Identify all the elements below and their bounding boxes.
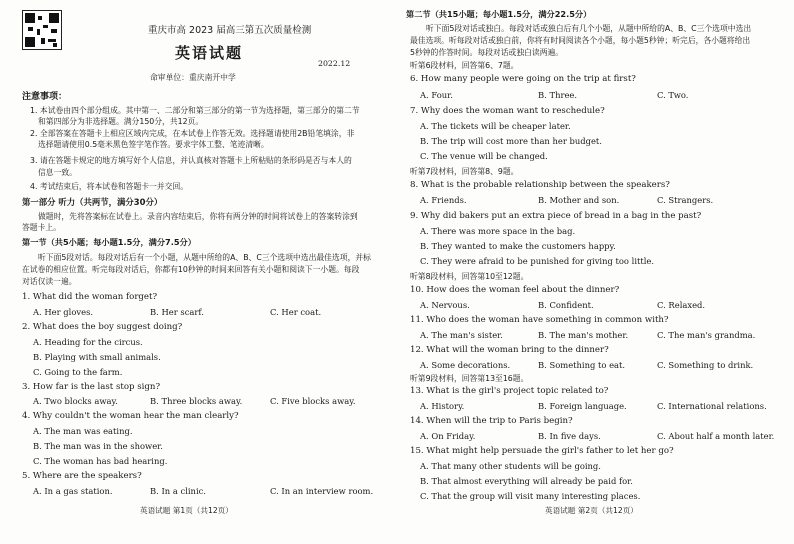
question-stem: 12. What will the woman bring to the dinner? — [410, 345, 609, 355]
question-stem: 3. How far is the last stop sign? — [22, 382, 161, 392]
answer-option: B. They wanted to make the customers happy. — [420, 241, 616, 251]
answer-option: A. Heading for the circus. — [33, 337, 143, 347]
part1-title: 第一部分 听力（共两节，满分30分） — [22, 197, 163, 207]
answer-option: C. The woman has bad hearing. — [33, 456, 168, 466]
answer-option: B. Three blocks away. — [150, 396, 243, 406]
answer-option: C. The venue will be changed. — [420, 151, 548, 161]
answer-option: C. In an interview room. — [270, 486, 374, 496]
notice-title: 注意事项： — [22, 92, 68, 102]
answer-option: A. History. — [420, 401, 465, 411]
notice-line: 选择题请使用0.5毫米黑色签字笔作答。要求字体工整、笔迹清晰。 — [38, 140, 269, 149]
answer-option: C. They were afraid to be punished for giving too little. — [420, 256, 655, 266]
answer-option: C. That the group will visit many interesting places. — [420, 491, 641, 501]
answer-option: B. Mother and son. — [538, 195, 620, 205]
qr-code-icon — [22, 10, 62, 50]
exam-date: 2022.12 — [318, 59, 351, 68]
answer-option: A. The tickets will be cheaper later. — [420, 121, 571, 131]
question-stem: 13. What is the girl's project topic related to? — [410, 386, 609, 396]
answer-option: C. Something to drink. — [657, 360, 754, 370]
answer-option: B. The man was in the shower. — [33, 441, 163, 451]
answer-option: A. In a gas station. — [33, 486, 113, 496]
notice-line: 1. 本试卷由四个部分组成。其中第一、二部分和第三部分的第一节为选择题，第三部分的第二节 — [30, 106, 360, 115]
question-stem: 4. Why couldn't the woman hear the man clearly? — [22, 411, 239, 421]
section2-instruction: 最佳选项。听每段对话或独白前，你将有时间阅读各个小题，每小题5秒钟；听完后，各小题将给出 — [410, 36, 751, 45]
section1-instruction: 听下面5段对话。每段对话后有一个小题，从题中所给的A、B、C三个选项中选出最佳选项，并标 — [38, 253, 371, 262]
section2-instruction: 听下面5段对话或独白。每段对话或独白后有几个小题，从题中所给的A、B、C三个选项中选出 — [426, 24, 752, 33]
section1-instruction: 对话仅读一遍。 — [22, 277, 77, 286]
answer-option: B. That almost everything will already be paid for. — [420, 476, 633, 486]
section2-instruction: 5秒钟的作答时间。每段对话或独白读两遍。 — [410, 48, 564, 57]
question-stem: 14. When will the trip to Paris begin? — [410, 416, 573, 426]
question-stem: 9. Why did bakers put an extra piece of bread in a bag in the past? — [410, 211, 702, 221]
answer-option: B. Something to eat. — [538, 360, 626, 370]
answer-option: A. Friends. — [420, 195, 467, 205]
notice-line: 4. 考试结束后，将本试卷和答题卡一并交回。 — [30, 182, 189, 191]
answer-option: C. Her coat. — [270, 307, 322, 317]
exam-title: 重庆市高 2023 届高三第五次质量检测 — [148, 25, 312, 36]
question-stem: 10. How does the woman feel about the dinner? — [410, 285, 620, 295]
answer-option: A. The man's sister. — [420, 330, 503, 340]
page-footer: 英语试题 第2页（共12页） — [545, 506, 638, 515]
answer-option: B. Playing with small animals. — [33, 352, 161, 362]
question-stem: 11. Who does the woman have something in common with? — [410, 315, 669, 325]
answer-option: A. Two blocks away. — [33, 396, 118, 406]
notice-line: 信息一致。 — [38, 168, 77, 177]
subject-title: 英语试题 — [175, 44, 244, 62]
part1-instruction: 做题时，先将答案标在试卷上。录音内容结束后，你将有两分钟的时间将试卷上的答案转涂到 — [38, 212, 358, 221]
section1-title: 第一节（共5小题；每小题1.5分，满分7.5分） — [22, 237, 196, 247]
material-label: 听第9段材料，回答第13至16题。 — [410, 374, 529, 383]
part1-instruction: 答题卡上。 — [22, 223, 61, 232]
answer-option: A. Her gloves. — [33, 307, 94, 317]
section2-title: 第二节（共15小题；每小题1.5分，满分22.5分） — [406, 9, 592, 19]
notice-line: 3. 请在答题卡规定的地方填写好个人信息，并认真核对答题卡上所粘贴的条形码是否与本人的 — [30, 156, 352, 165]
question-stem: 5. Where are the speakers? — [22, 471, 142, 481]
answer-option: A. There was more space in the bag. — [420, 226, 576, 236]
question-stem: 8. What is the probable relationship between the speakers? — [410, 180, 670, 190]
notice-line: 和第四部分为非选择题。满分150分，共12页。 — [38, 117, 204, 126]
answer-option: B. In five days. — [538, 431, 601, 441]
question-stem: 2. What does the boy suggest doing? — [22, 322, 183, 332]
answer-option: B. Her scarf. — [150, 307, 204, 317]
answer-option: C. Two. — [657, 90, 689, 100]
page-footer: 英语试题 第1页（共12页） — [140, 506, 233, 515]
right-page — [400, 0, 794, 544]
answer-option: C. International relations. — [657, 401, 767, 411]
question-stem: 6. How many people were going on the trip at first? — [410, 74, 636, 84]
section1-instruction: 在试卷的相应位置。听完每段对话后，你都有10秒钟的时间来回答有关小题和阅读下一小题。每段 — [22, 265, 360, 274]
answer-option: B. In a clinic. — [150, 486, 206, 496]
answer-option: A. The man was eating. — [33, 426, 133, 436]
answer-option: C. Strangers. — [657, 195, 714, 205]
answer-option: A. On Friday. — [420, 431, 476, 441]
material-label: 听第8段材料，回答第10至12题。 — [410, 272, 529, 281]
answer-option: B. Confident. — [538, 300, 594, 310]
answer-option: B. The man's mother. — [538, 330, 629, 340]
answer-option: A. That many other students will be going. — [420, 461, 601, 471]
answer-option: B. Three. — [538, 90, 578, 100]
question-stem: 15. What might help persuade the girl's father to let her go? — [410, 446, 674, 456]
answer-option: C. Going to the farm. — [33, 367, 123, 377]
answer-option: B. Foreign language. — [538, 401, 627, 411]
answer-option: A. Four. — [420, 90, 453, 100]
answer-option: C. Relaxed. — [657, 300, 706, 310]
answer-option: C. Five blocks away. — [270, 396, 356, 406]
material-label: 听第6段材料，回答第6、7题。 — [410, 61, 519, 70]
question-stem: 7. Why does the woman want to reschedule? — [410, 106, 605, 116]
answer-option: B. The trip will cost more than her budget. — [420, 136, 602, 146]
material-label: 听第7段材料，回答第8、9题。 — [410, 167, 519, 176]
answer-option: A. Some decorations. — [420, 360, 511, 370]
notice-line: 2. 全部答案在答题卡上相应区域内完成，在本试卷上作答无效。选择题请使用2B铅笔填涂，非 — [30, 129, 355, 138]
answer-option: C. About half a month later. — [657, 431, 775, 441]
question-stem: 1. What did the woman forget? — [22, 292, 158, 302]
answer-option: C. The man's grandma. — [657, 330, 756, 340]
setter-unit: 命审单位：重庆南开中学 — [150, 73, 236, 82]
answer-option: A. Nervous. — [420, 300, 470, 310]
